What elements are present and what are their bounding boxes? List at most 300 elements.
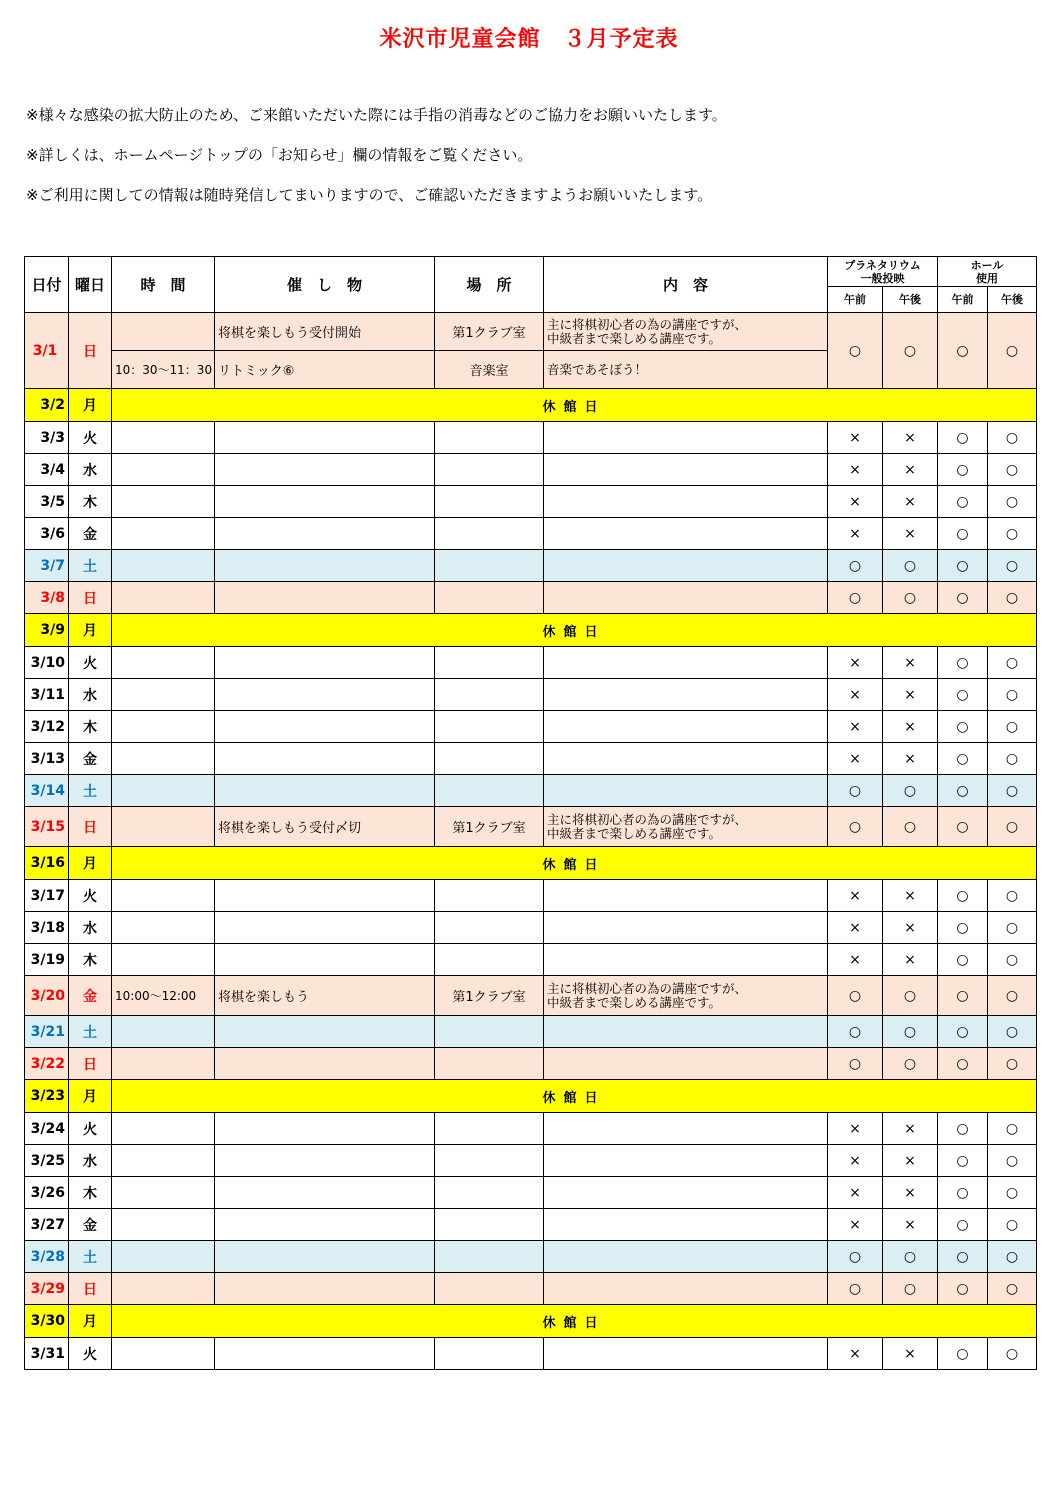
event-cell: 将棋を楽しもう	[215, 976, 435, 1016]
day-cell: 金	[69, 1209, 112, 1241]
planetarium-am-cell: ○	[828, 550, 883, 582]
planetarium-pm-cell: ×	[883, 422, 938, 454]
planetarium-pm-cell: ×	[883, 1145, 938, 1177]
hall-pm-cell: ○	[988, 1209, 1037, 1241]
planetarium-pm-cell: ○	[883, 1273, 938, 1305]
day-cell: 火	[69, 422, 112, 454]
planetarium-am-cell: ×	[828, 1113, 883, 1145]
page-title: 米沢市児童会館 ３月予定表	[379, 27, 679, 52]
hall-am-cell: ○	[938, 1016, 988, 1048]
day-cell: 金	[69, 743, 112, 775]
event-cell	[215, 422, 435, 454]
notice-text: ※ご利用に関しての情報は随時発信してまいりますので、ご確認いただきますようお願いいたします。	[26, 186, 713, 204]
hall-am-cell: ○	[938, 1048, 988, 1080]
table-row	[25, 775, 1037, 807]
table-row	[25, 976, 1037, 1016]
planetarium-pm-cell: ×	[883, 486, 938, 518]
time-cell: 10：30～11：30	[112, 351, 215, 389]
day-cell: 土	[69, 550, 112, 582]
content-cell	[544, 679, 828, 711]
table-row	[25, 1016, 1037, 1048]
event-cell	[215, 1145, 435, 1177]
notice-text: ※様々な感染の拡大防止のため、ご来館いただいた際には手指の消毒などのご協力をお願いいたします。	[26, 106, 727, 124]
time-cell	[112, 1209, 215, 1241]
date-cell: 3/2	[25, 389, 69, 422]
place-cell	[435, 454, 544, 486]
closed-day-label: 休館日	[112, 614, 1037, 647]
planetarium-pm-cell: ○	[883, 582, 938, 614]
time-cell	[112, 582, 215, 614]
day-cell: 水	[69, 454, 112, 486]
date-cell: 3/26	[25, 1177, 69, 1209]
place-cell	[435, 518, 544, 550]
place-cell	[435, 1145, 544, 1177]
day-cell: 金	[69, 976, 112, 1016]
header-hall: ホール 使用	[938, 257, 1037, 287]
table-row	[25, 1273, 1037, 1305]
time-cell	[112, 1016, 215, 1048]
table-row	[25, 912, 1037, 944]
event-cell	[215, 518, 435, 550]
planetarium-am-cell: ×	[828, 1338, 883, 1370]
planetarium-pm-cell: ×	[883, 1113, 938, 1145]
planetarium-pm-cell: ×	[883, 1177, 938, 1209]
table-row	[25, 679, 1037, 711]
time-cell	[112, 711, 215, 743]
day-cell: 月	[69, 1305, 112, 1338]
day-cell: 日	[69, 1048, 112, 1080]
time-cell	[112, 1273, 215, 1305]
table-row	[25, 550, 1037, 582]
closed-row	[25, 847, 1037, 880]
planetarium-pm-cell: ×	[883, 679, 938, 711]
closed-day-label: 休館日	[112, 1080, 1037, 1113]
event-cell	[215, 743, 435, 775]
hall-am-cell: ○	[938, 647, 988, 679]
time-cell	[112, 422, 215, 454]
header-time: 時 間	[112, 257, 215, 313]
time-cell	[112, 912, 215, 944]
day-cell: 火	[69, 647, 112, 679]
planetarium-am-cell: ○	[828, 1016, 883, 1048]
day-cell: 土	[69, 1016, 112, 1048]
planetarium-pm-cell: ○	[883, 1048, 938, 1080]
time-cell	[112, 1241, 215, 1273]
date-cell: 3/30	[25, 1305, 69, 1338]
hall-pm-cell: ○	[988, 486, 1037, 518]
planetarium-am-cell: ×	[828, 912, 883, 944]
hall-am-cell: ○	[938, 1241, 988, 1273]
hall-am-cell: ○	[938, 912, 988, 944]
hall-am-cell: ○	[938, 550, 988, 582]
hall-am-cell: ○	[938, 518, 988, 550]
day-cell: 月	[69, 847, 112, 880]
planetarium-pm-cell: ×	[883, 454, 938, 486]
day-cell: 月	[69, 389, 112, 422]
closed-row	[25, 389, 1037, 422]
planetarium-am-cell: ×	[828, 1209, 883, 1241]
event-cell	[215, 912, 435, 944]
day-cell: 日	[69, 807, 112, 847]
date-cell: 3/24	[25, 1113, 69, 1145]
date-cell: 3/20	[25, 976, 69, 1016]
closed-row	[25, 614, 1037, 647]
hall-pm-cell: ○	[988, 647, 1037, 679]
day-cell: 月	[69, 614, 112, 647]
place-cell	[435, 880, 544, 912]
place-cell	[435, 775, 544, 807]
event-cell	[215, 647, 435, 679]
hall-am-cell: ○	[938, 711, 988, 743]
hall-pm-cell: ○	[988, 775, 1037, 807]
table-row	[25, 1338, 1037, 1370]
hall-am-cell: ○	[938, 422, 988, 454]
place-cell	[435, 912, 544, 944]
event-cell	[215, 1048, 435, 1080]
content-cell	[544, 1113, 828, 1145]
day-cell: 水	[69, 912, 112, 944]
hall-pm-cell: ○	[988, 944, 1037, 976]
place-cell	[435, 1016, 544, 1048]
table-row	[25, 486, 1037, 518]
header-hall-am: 午前	[938, 287, 988, 313]
content-cell	[544, 1177, 828, 1209]
time-cell	[112, 518, 215, 550]
date-cell: 3/25	[25, 1145, 69, 1177]
hall-pm-cell: ○	[988, 1338, 1037, 1370]
content-cell	[544, 486, 828, 518]
header-planetarium-pm: 午後	[883, 287, 938, 313]
planetarium-pm-cell: ○	[883, 1016, 938, 1048]
date-cell: 3/3	[25, 422, 69, 454]
time-cell	[112, 486, 215, 518]
day-cell: 火	[69, 1338, 112, 1370]
content-cell	[544, 550, 828, 582]
date-cell: 3/19	[25, 944, 69, 976]
planetarium-am-cell: ○	[828, 976, 883, 1016]
time-cell	[112, 1338, 215, 1370]
planetarium-pm-cell: ×	[883, 912, 938, 944]
date-cell: 3/21	[25, 1016, 69, 1048]
table-row	[25, 944, 1037, 976]
table-row	[25, 1048, 1037, 1080]
event-cell	[215, 880, 435, 912]
closed-day-label: 休館日	[112, 1305, 1037, 1338]
planetarium-am-cell: ×	[828, 1145, 883, 1177]
table-row	[25, 880, 1037, 912]
content-cell	[544, 711, 828, 743]
content-cell	[544, 647, 828, 679]
hall-pm-cell: ○	[988, 679, 1037, 711]
event-cell	[215, 582, 435, 614]
time-cell	[112, 807, 215, 847]
event-cell	[215, 944, 435, 976]
content-cell	[544, 1145, 828, 1177]
event-cell	[215, 711, 435, 743]
table-row	[25, 743, 1037, 775]
date-cell: 3/10	[25, 647, 69, 679]
hall-pm-cell: ○	[988, 1177, 1037, 1209]
content-cell	[544, 1209, 828, 1241]
planetarium-am-cell: ×	[828, 486, 883, 518]
header-content: 内 容	[544, 257, 828, 313]
day-cell: 水	[69, 1145, 112, 1177]
hall-pm-cell: ○	[988, 582, 1037, 614]
time-cell	[112, 944, 215, 976]
closed-day-label: 休館日	[112, 847, 1037, 880]
planetarium-am-cell: ×	[828, 422, 883, 454]
hall-pm-cell: ○	[988, 1113, 1037, 1145]
content-cell	[544, 880, 828, 912]
hall-pm-cell: ○	[988, 976, 1037, 1016]
place-cell	[435, 647, 544, 679]
hall-am-cell: ○	[938, 1113, 988, 1145]
planetarium-am-cell: ○	[828, 582, 883, 614]
date-cell: 3/15	[25, 807, 69, 847]
planetarium-pm-cell: ○	[883, 550, 938, 582]
content-cell	[544, 1016, 828, 1048]
hall-am-cell: ○	[938, 944, 988, 976]
event-cell	[215, 550, 435, 582]
planetarium-pm-cell: ○	[883, 976, 938, 1016]
hall-pm-cell: ○	[988, 518, 1037, 550]
place-cell	[435, 944, 544, 976]
planetarium-am-cell: ×	[828, 743, 883, 775]
date-cell: 3/18	[25, 912, 69, 944]
day-cell: 日	[69, 1273, 112, 1305]
header-event: 催 し 物	[215, 257, 435, 313]
time-cell	[112, 454, 215, 486]
content-cell	[544, 743, 828, 775]
content-cell: 音楽であそぼう！	[544, 351, 828, 389]
place-cell	[435, 1048, 544, 1080]
planetarium-pm-cell: ×	[883, 711, 938, 743]
header-hall-pm: 午後	[988, 287, 1037, 313]
hall-am-cell: ○	[938, 1209, 988, 1241]
place-cell	[435, 422, 544, 454]
planetarium-pm-cell: ×	[883, 518, 938, 550]
content-cell	[544, 1241, 828, 1273]
day-cell: 金	[69, 518, 112, 550]
hall-am-cell: ○	[938, 486, 988, 518]
day-cell: 土	[69, 775, 112, 807]
planetarium-am-cell: ×	[828, 454, 883, 486]
table-row	[25, 454, 1037, 486]
place-cell: 第1クラブ室	[435, 976, 544, 1016]
planetarium-pm-cell: ○	[883, 313, 938, 389]
place-cell: 第1クラブ室	[435, 807, 544, 847]
hall-am-cell: ○	[938, 807, 988, 847]
hall-pm-cell: ○	[988, 711, 1037, 743]
hall-am-cell: ○	[938, 1145, 988, 1177]
hall-am-cell: ○	[938, 976, 988, 1016]
date-cell: 3/6	[25, 518, 69, 550]
event-cell	[215, 1338, 435, 1370]
hall-am-cell: ○	[938, 582, 988, 614]
hall-pm-cell: ○	[988, 1145, 1037, 1177]
planetarium-pm-cell: ×	[883, 880, 938, 912]
time-cell	[112, 775, 215, 807]
event-cell	[215, 1209, 435, 1241]
hall-am-cell: ○	[938, 679, 988, 711]
date-cell: 3/16	[25, 847, 69, 880]
content-cell	[544, 944, 828, 976]
hall-pm-cell: ○	[988, 743, 1037, 775]
table-row	[25, 711, 1037, 743]
day-cell: 木	[69, 486, 112, 518]
day-cell: 日	[69, 313, 112, 389]
day-cell: 水	[69, 679, 112, 711]
hall-pm-cell: ○	[988, 313, 1037, 389]
header-planetarium-am: 午前	[828, 287, 883, 313]
hall-pm-cell: ○	[988, 912, 1037, 944]
date-cell: 3/12	[25, 711, 69, 743]
table-row	[25, 518, 1037, 550]
hall-pm-cell: ○	[988, 1273, 1037, 1305]
planetarium-am-cell: ○	[828, 1273, 883, 1305]
date-cell: 3/4	[25, 454, 69, 486]
day-cell: 土	[69, 1241, 112, 1273]
place-cell	[435, 1273, 544, 1305]
table-row	[25, 1145, 1037, 1177]
time-cell	[112, 647, 215, 679]
hall-am-cell: ○	[938, 775, 988, 807]
date-cell: 3/11	[25, 679, 69, 711]
place-cell	[435, 711, 544, 743]
time-cell: 10:00～12:00	[112, 976, 215, 1016]
date-cell: 3/28	[25, 1241, 69, 1273]
time-cell	[112, 880, 215, 912]
table-row	[25, 1241, 1037, 1273]
day-cell: 木	[69, 1177, 112, 1209]
time-cell	[112, 679, 215, 711]
hall-am-cell: ○	[938, 454, 988, 486]
hall-am-cell: ○	[938, 1338, 988, 1370]
place-cell	[435, 1177, 544, 1209]
planetarium-am-cell: ×	[828, 647, 883, 679]
planetarium-pm-cell: ○	[883, 1241, 938, 1273]
planetarium-am-cell: ○	[828, 807, 883, 847]
hall-pm-cell: ○	[988, 454, 1037, 486]
planetarium-pm-cell: ○	[883, 807, 938, 847]
date-cell: 3/22	[25, 1048, 69, 1080]
notice-text: ※詳しくは、ホームページトップの「お知らせ」欄の情報をご覧ください。	[26, 146, 533, 164]
hall-pm-cell: ○	[988, 880, 1037, 912]
place-cell: 第1クラブ室	[435, 313, 544, 351]
planetarium-pm-cell: ○	[883, 775, 938, 807]
planetarium-pm-cell: ×	[883, 944, 938, 976]
time-cell	[112, 1048, 215, 1080]
place-cell	[435, 582, 544, 614]
planetarium-am-cell: ×	[828, 880, 883, 912]
schedule-table	[24, 256, 1037, 1370]
place-cell	[435, 1209, 544, 1241]
hall-am-cell: ○	[938, 880, 988, 912]
day-cell: 月	[69, 1080, 112, 1113]
content-cell: 主に将棋初心者の為の講座ですが、 中級者まで楽しめる講座です。	[544, 976, 828, 1016]
day-cell: 木	[69, 711, 112, 743]
content-cell	[544, 582, 828, 614]
planetarium-am-cell: ○	[828, 775, 883, 807]
planetarium-am-cell: ○	[828, 1241, 883, 1273]
content-cell	[544, 1273, 828, 1305]
time-cell	[112, 743, 215, 775]
date-cell: 3/7	[25, 550, 69, 582]
hall-pm-cell: ○	[988, 1048, 1037, 1080]
place-cell	[435, 1338, 544, 1370]
event-cell	[215, 1177, 435, 1209]
hall-pm-cell: ○	[988, 550, 1037, 582]
content-cell: 主に将棋初心者の為の講座ですが、 中級者まで楽しめる講座です。	[544, 313, 828, 351]
planetarium-pm-cell: ×	[883, 743, 938, 775]
header-date: 日付	[25, 257, 69, 313]
content-cell	[544, 1338, 828, 1370]
header-planetarium: プラネタリウム 一般投映	[828, 257, 938, 287]
date-cell: 3/23	[25, 1080, 69, 1113]
date-cell: 3/9	[25, 614, 69, 647]
table-row	[25, 422, 1037, 454]
table-row	[25, 1209, 1037, 1241]
table-row	[25, 313, 1037, 351]
table-row	[25, 1177, 1037, 1209]
date-cell: 3/1	[25, 313, 69, 389]
date-cell: 3/14	[25, 775, 69, 807]
planetarium-am-cell: ×	[828, 711, 883, 743]
content-cell: 主に将棋初心者の為の講座ですが、 中級者まで楽しめる講座です。	[544, 807, 828, 847]
hall-am-cell: ○	[938, 1177, 988, 1209]
hall-pm-cell: ○	[988, 1241, 1037, 1273]
content-cell	[544, 454, 828, 486]
planetarium-am-cell: ×	[828, 1177, 883, 1209]
content-cell	[544, 422, 828, 454]
event-cell	[215, 679, 435, 711]
table-row	[25, 807, 1037, 847]
place-cell	[435, 679, 544, 711]
event-cell	[215, 454, 435, 486]
time-cell	[112, 550, 215, 582]
hall-am-cell: ○	[938, 313, 988, 389]
table-row	[25, 1113, 1037, 1145]
closed-row	[25, 1080, 1037, 1113]
time-cell	[112, 1113, 215, 1145]
day-cell: 火	[69, 880, 112, 912]
content-cell	[544, 518, 828, 550]
header-place: 場 所	[435, 257, 544, 313]
hall-pm-cell: ○	[988, 1016, 1037, 1048]
event-cell	[215, 486, 435, 518]
event-cell	[215, 1113, 435, 1145]
planetarium-am-cell: ○	[828, 313, 883, 389]
planetarium-pm-cell: ×	[883, 647, 938, 679]
event-cell: リトミック⑥	[215, 351, 435, 389]
event-cell	[215, 1016, 435, 1048]
date-cell: 3/27	[25, 1209, 69, 1241]
place-cell: 音楽室	[435, 351, 544, 389]
date-cell: 3/17	[25, 880, 69, 912]
place-cell	[435, 486, 544, 518]
table-row	[25, 647, 1037, 679]
place-cell	[435, 1241, 544, 1273]
event-cell: 将棋を楽しもう受付開始	[215, 313, 435, 351]
date-cell: 3/31	[25, 1338, 69, 1370]
place-cell	[435, 1113, 544, 1145]
date-cell: 3/5	[25, 486, 69, 518]
hall-pm-cell: ○	[988, 807, 1037, 847]
content-cell	[544, 1048, 828, 1080]
time-cell	[112, 1177, 215, 1209]
planetarium-am-cell: ○	[828, 1048, 883, 1080]
place-cell	[435, 743, 544, 775]
